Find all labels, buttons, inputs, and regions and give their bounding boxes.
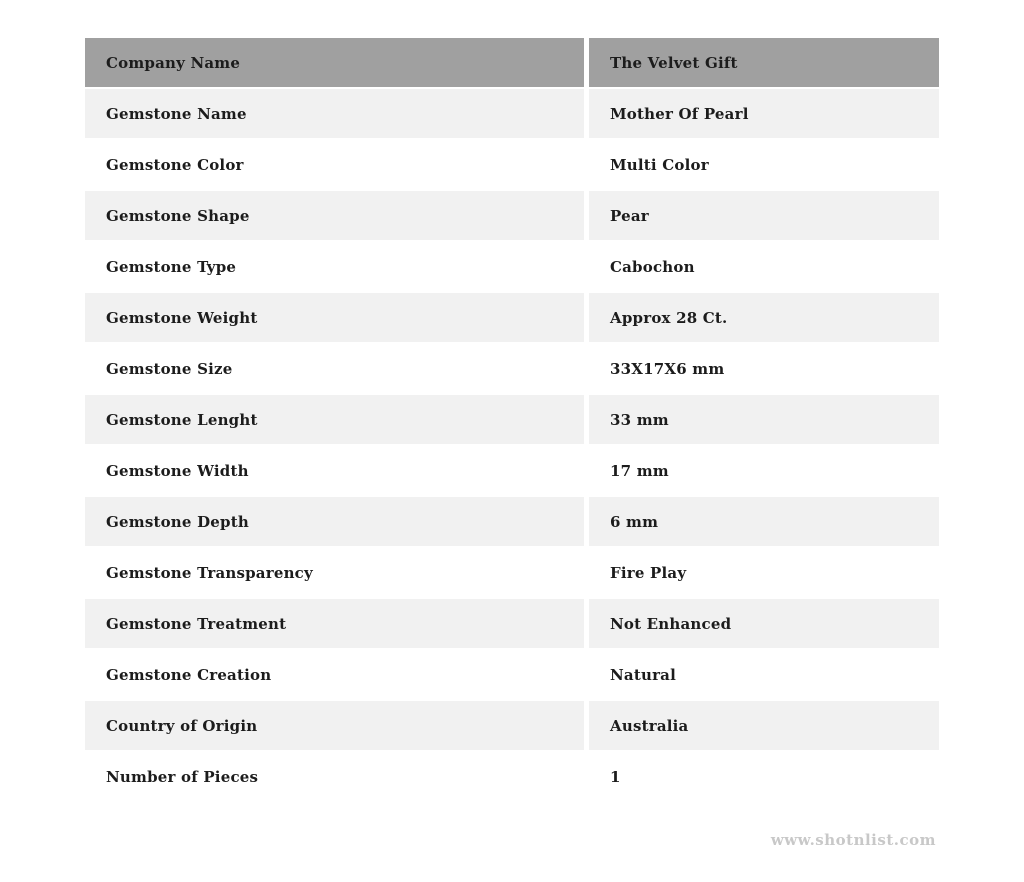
header-value-cell: The Velvet Gift xyxy=(589,38,939,87)
table-row xyxy=(85,140,939,189)
table-row xyxy=(85,752,939,801)
row-label: Gemstone Color xyxy=(85,140,584,189)
row-label: Gemstone Lenght xyxy=(85,395,584,444)
row-value: 33X17X6 mm xyxy=(589,344,939,393)
row-label: Gemstone Creation xyxy=(85,650,584,699)
row-value: 33 mm xyxy=(589,395,939,444)
table-row xyxy=(85,599,939,648)
row-label: Country of Origin xyxy=(85,701,584,750)
table-row xyxy=(85,548,939,597)
header-label-cell: Company Name xyxy=(85,38,584,87)
gemstone-spec-table xyxy=(85,38,939,803)
row-label: Number of Pieces xyxy=(85,752,584,801)
table-row xyxy=(85,293,939,342)
row-label: Gemstone Width xyxy=(85,446,584,495)
row-value: Multi Color xyxy=(589,140,939,189)
table-row xyxy=(85,395,939,444)
table-row xyxy=(85,89,939,138)
row-label: Gemstone Depth xyxy=(85,497,584,546)
row-label: Gemstone Shape xyxy=(85,191,584,240)
row-label: Gemstone Transparency xyxy=(85,548,584,597)
row-value: Pear xyxy=(589,191,939,240)
row-label: Gemstone Weight xyxy=(85,293,584,342)
table-row xyxy=(85,701,939,750)
row-value: 1 xyxy=(589,752,939,801)
table-row xyxy=(85,191,939,240)
row-label: Gemstone Type xyxy=(85,242,584,291)
row-value: Mother Of Pearl xyxy=(589,89,939,138)
table-row xyxy=(85,497,939,546)
row-value: Not Enhanced xyxy=(589,599,939,648)
table-header-row xyxy=(85,38,939,87)
row-label: Gemstone Size xyxy=(85,344,584,393)
row-value: 17 mm xyxy=(589,446,939,495)
table-row xyxy=(85,650,939,699)
table-row xyxy=(85,242,939,291)
row-value: Approx 28 Ct. xyxy=(589,293,939,342)
row-label: Gemstone Treatment xyxy=(85,599,584,648)
row-value: Natural xyxy=(589,650,939,699)
site-watermark: www.shotnlist.com xyxy=(770,831,936,849)
row-value: 6 mm xyxy=(589,497,939,546)
row-label: Gemstone Name xyxy=(85,89,584,138)
table-row xyxy=(85,446,939,495)
table-row xyxy=(85,344,939,393)
row-value: Cabochon xyxy=(589,242,939,291)
row-value: Fire Play xyxy=(589,548,939,597)
row-value: Australia xyxy=(589,701,939,750)
